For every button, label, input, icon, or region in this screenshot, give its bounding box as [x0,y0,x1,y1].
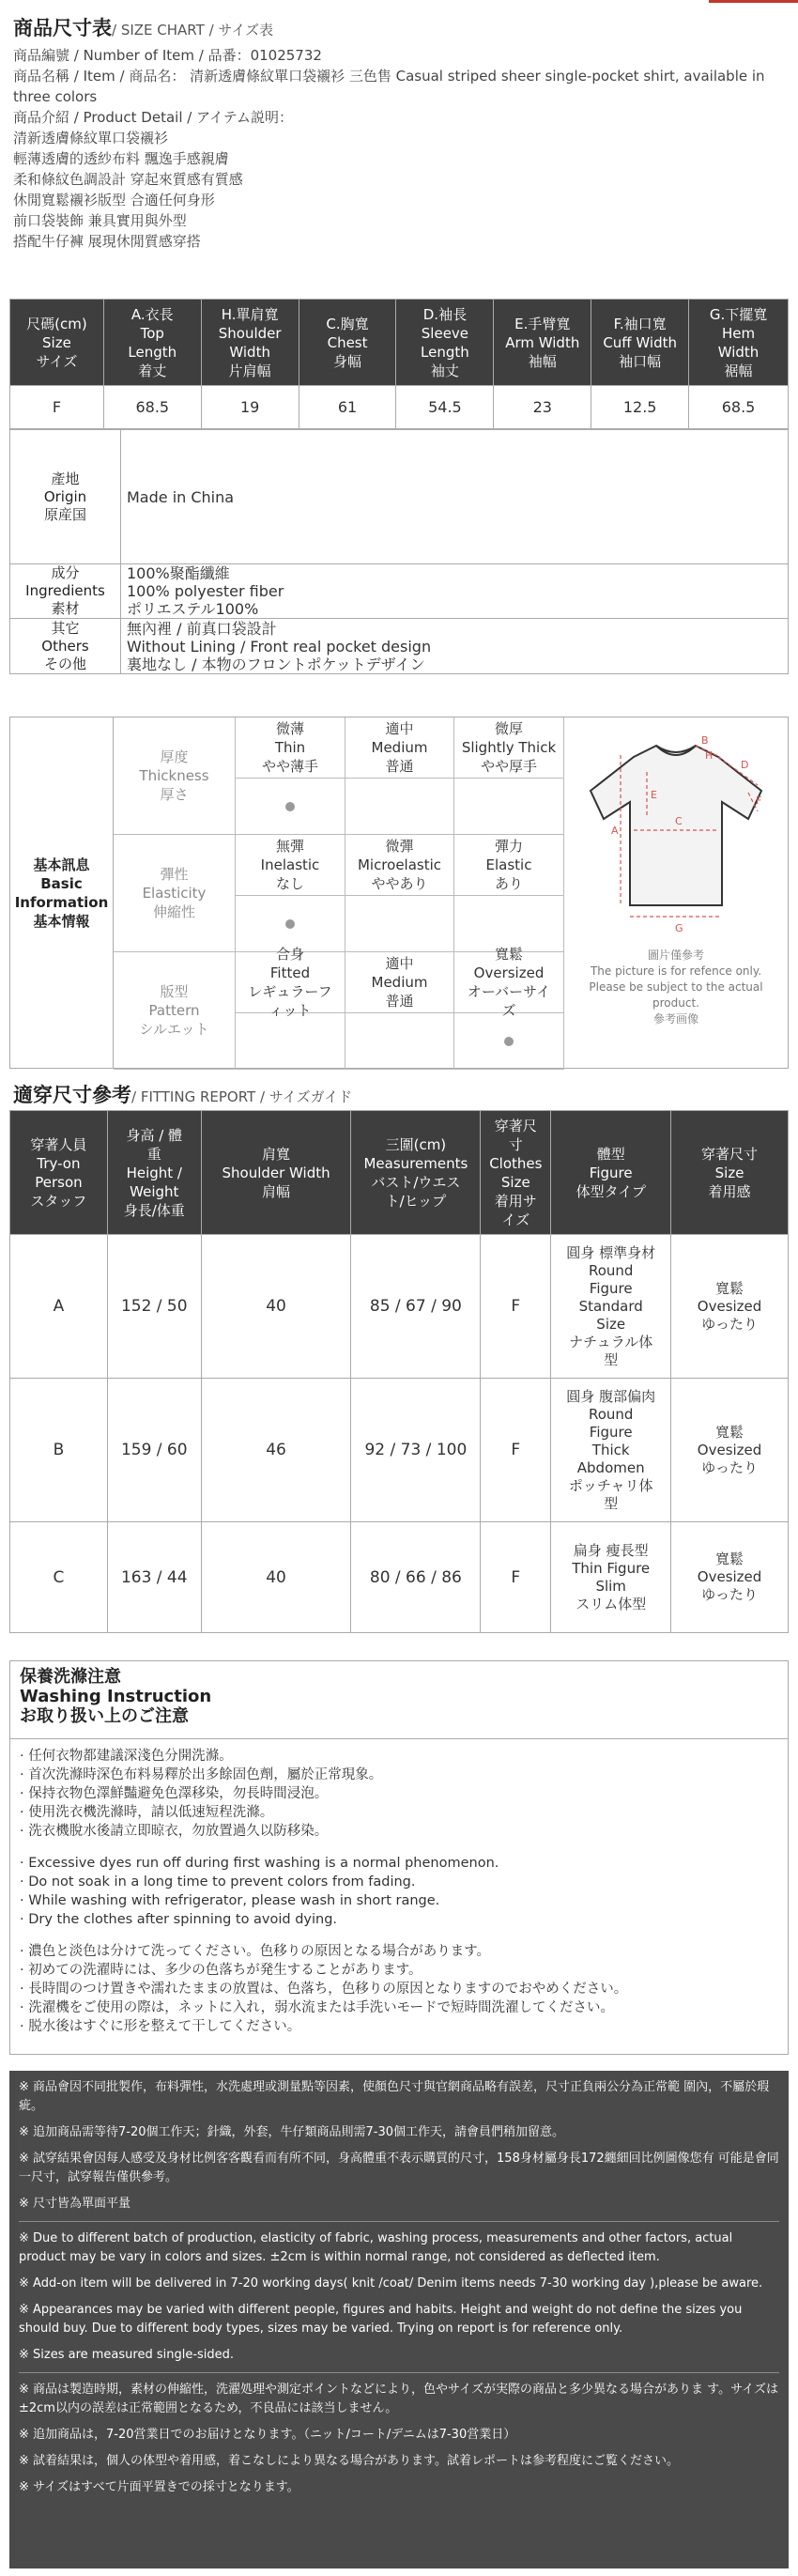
size-header-cell [689,300,789,386]
attribute-option-line: 普通 [385,993,414,1010]
size-header-line: A.衣長 [130,305,174,323]
washing-body [10,1739,788,2044]
fitting-feel-line: 寬鬆 [715,1423,744,1441]
attribute-option-cell [345,717,454,779]
washing-gap [20,1929,778,1942]
page-subtitle: / SIZE CHART / サイズ表 [112,22,274,39]
attribute-name-line: 彈性 [160,866,189,883]
fitting-feel-line: Ovesized [697,1441,762,1458]
meta-value-line: 裏地なし / 本物のフロントポケットデザイン [127,655,425,673]
washing-line: · 使用洗衣機洗滌時，請以低速短程洗滌。 [20,1805,274,1820]
top-accent-bar [709,0,798,3]
fitting-figure-cell [551,1235,671,1379]
meta-value-line: Without Lining / Front real pocket design [127,637,432,656]
fitting-feel-line: ゆったり [701,1315,758,1333]
meta-value-line: 100%聚酯纖維 [127,564,230,582]
product-info-line: 清新透膚條紋單口袋襯衫 [13,130,169,147]
attribute-name-line: 厚度 [160,748,189,765]
fitting-figure-cell [551,1379,671,1522]
product-info-line: 柔和條紋色調設計 穿起來質感有質感 [13,171,243,188]
attribute-option-line: 合身 [275,946,304,963]
attribute-select-cell [454,1013,564,1070]
size-header-line: 袖幅 [528,352,557,370]
size-header-line: 袖丈 [430,362,459,379]
attribute-option-line: Medium [371,974,428,991]
basic-label-line: 基本訊息 [33,856,90,873]
fitting-row [10,1235,789,1379]
note-line: ※ Sizes are measured single-sided. [19,2348,235,2362]
size-header-line: Chest [327,333,368,351]
fitting-figure-line: ナチュラル体 [569,1333,653,1350]
fitting-figure-line: 型 [604,1350,619,1368]
product-info-line: 搭配牛仔褲 展現休閒質感穿搭 [13,233,201,250]
meta-label-line: 素材 [51,600,80,617]
product-info [13,45,783,252]
fitting-feel-cell [671,1235,789,1379]
others-row [10,619,788,673]
fitting-header-cell [671,1111,789,1235]
size-value-cell: 68.5 [103,386,201,429]
washing-line: · 脱水後はすぐに形を整えて干してください。 [20,2019,301,2034]
size-header-line: Arm Width [505,333,580,351]
fitting-size-cell: F [481,1379,551,1522]
fitting-figure-line: ポッチャリ体 [568,1476,653,1494]
diagram-letter: C [675,815,683,827]
meta-label-line: 其它 [51,619,80,637]
fitting-header-line: Clothes [489,1154,543,1172]
fitting-meas-cell: 80 / 66 / 86 [351,1522,481,1633]
fitting-feel-line: ゆったり [701,1458,758,1476]
meta-label-line: その他 [43,655,86,672]
fitting-header-line: バスト/ウエス [371,1173,461,1191]
attribute-option-cell [236,835,345,896]
attribute-option-line: ややあり [371,875,428,892]
fitting-meas-cell: 85 / 67 / 90 [351,1235,481,1379]
size-header-line: Sleeve [421,324,469,342]
fitting-header-line: スタッフ [30,1192,87,1210]
size-header-line: H.單肩寬 [221,305,279,323]
size-value-cell: 12.5 [591,386,689,429]
size-value-cell: 23 [494,386,591,429]
fitting-figure-line: Figure [589,1279,633,1297]
fitting-header-line: Figure [589,1164,633,1181]
washing-gap [20,1841,778,1854]
size-value-cell: 61 [299,386,396,429]
attribute-select-cell [345,779,454,835]
size-header-line: Width [717,343,760,361]
size-value-cell: 19 [201,386,299,429]
selected-dot-icon [285,919,295,929]
size-header-line: サイズ [36,352,78,370]
diagram-caption-line: 圖片僅參考 [647,949,704,962]
attribute-name-line: 厚さ [160,786,189,803]
fitting-figure-line: Standard [578,1297,643,1315]
attribute-option-line: 適中 [385,955,414,972]
selected-dot-icon [504,1037,514,1046]
size-chart-heading [13,13,273,41]
fitting-figure-line: Figure [589,1423,633,1441]
washing-line: · 首次洗滌時深色布料易釋於出多餘固色劑，屬於正常現象。 [20,1767,383,1782]
attribute-select-cell [236,779,345,835]
fitting-shoulder-cell: 46 [201,1379,351,1522]
fitting-header-line: 穿著尺 [494,1117,537,1134]
product-info-line: 輕薄透膚的透紗布料 飄逸手感親膚 [13,150,229,167]
ingredients-label [10,564,121,618]
origin-label [10,430,121,563]
attribute-name-line: シルエット [139,1021,209,1038]
size-header-line: Hem [721,324,756,342]
ingredients-row [10,564,788,619]
attribute-name-line: 伸縮性 [152,903,195,920]
fitting-figure-line: 扁身 瘦長型 [573,1541,649,1559]
note-line: ※ サイズはすべて片面平置きでの採寸となります。 [19,2480,299,2494]
diagram-caption-line: product. [652,996,699,1010]
fitting-header-cell [107,1111,201,1235]
size-header-line: E.手臂寬 [514,315,571,332]
size-header-line: 身幅 [333,352,362,370]
attribute-option-cell [454,717,564,779]
size-header-line: Cuff Width [603,333,677,351]
size-table [9,299,789,429]
meta-value-line: 100% polyester fiber [127,582,284,600]
fitting-figure-line: Thick [591,1441,630,1458]
note-line: ※ Appearances may be varied with different people, figures and habits. Height and weight do not define the sizes you should buy. Due to different body types, sizes may be varied. Trying on report is for reference only. [19,2303,743,2336]
washing-line: · Dry the clothes after spinning to avoid dying. [20,1912,338,1927]
fitting-title: 適穿尺寸參考 [13,1084,131,1106]
washing-title-line: お取り扱い上のご注意 [20,1706,189,1726]
notes-divider [19,2372,779,2373]
meta-table [9,429,789,674]
fitting-header-line: 體型 [596,1145,625,1163]
fitting-header-line: 着用サ [494,1192,537,1210]
size-header-cell [494,300,591,386]
diagram-caption-line: 參考画像 [652,1012,698,1026]
attribute-option-line: ィット [269,1002,312,1019]
fitting-feel-line: Ovesized [697,1297,762,1315]
fitting-heading [13,1080,352,1108]
fitting-header-line: 体型タイプ [575,1182,646,1200]
attribute-select-cell [345,896,454,952]
attribute-name-cell [114,835,236,952]
meta-label-line: Others [41,637,89,655]
fitting-header-line: Person [35,1173,83,1191]
fitting-feel-cell [671,1379,789,1522]
note-line: ※ 追加商品は，7-20営業日でのお届けとなります。（ニット/コート/デニムは7-30営業日） [19,2428,516,2442]
attribute-option-line: 微彈 [385,838,414,855]
meta-value-line: ポリエステル100% [127,600,259,618]
attribute-select-cell [345,1013,454,1070]
fitting-figure-line: Abdomen [576,1458,645,1476]
attribute-option-line: なし [275,875,304,892]
fitting-header-line: イズ [501,1211,530,1228]
size-header-cell [396,300,494,386]
attribute-option-line: 寬鬆 [494,946,523,963]
fitting-header-line: Size [500,1173,530,1191]
attribute-option-line: Slightly Thick [461,739,557,756]
diagram-letter: A [611,825,619,837]
size-header-line: 裾幅 [724,362,753,379]
size-header-line: Top [140,324,164,342]
attribute-option-line: Oversized [473,964,545,981]
fitting-figure-line: 圓身 腹部偏肉 [566,1387,656,1405]
size-header-cell [591,300,689,386]
fitting-figure-cell [551,1522,671,1633]
notes-panel [9,2071,789,2568]
attribute-name-line: 版型 [160,983,189,1000]
fitting-figure-line: Thin Figure [572,1559,651,1577]
attribute-select-cell [454,779,564,835]
size-header-line: F.袖口寬 [613,315,667,332]
notes-divider [19,2221,779,2222]
washing-line: · 保持衣物色澤鮮豔避免色澤移染，勿長時間浸泡。 [20,1786,329,1801]
diagram-letter: E [651,789,657,801]
fitting-figure-line: Size [596,1315,626,1333]
size-value-cell: F [10,386,104,429]
size-header-line: 尺碼(cm) [26,315,87,332]
fitting-header-line: 寸 [508,1135,523,1153]
basic-info-panel [9,717,789,1069]
product-info-line: 前口袋裝飾 兼具實用與外型 [13,212,187,229]
fitting-header-line: Weight [130,1182,179,1200]
fitting-shoulder-cell: 40 [201,1522,351,1633]
size-header-line: Length [421,343,469,361]
fitting-header-cell [201,1111,351,1235]
diagram-letter: D [741,759,749,771]
fitting-header-cell [351,1111,481,1235]
fitting-feel-line: 寬鬆 [715,1279,744,1297]
size-value-cell: 68.5 [689,386,789,429]
washing-line: · 長時間のつけ置きや濡れたままの放置は、色落ち，色移りの原因となりますのでおやめください。 [20,1982,628,1997]
attribute-name-cell [114,717,236,835]
shirt-diagram-icon [564,717,788,943]
attribute-option-line: Medium [371,739,428,756]
fitting-figure-line: スリム体型 [575,1595,647,1612]
fitting-header-line: Size [714,1164,744,1181]
fitting-row [10,1379,789,1522]
attribute-option-line: Elastic [485,856,532,873]
attribute-option-line: やや薄手 [261,758,318,775]
fitting-header-line: 重 [146,1145,161,1163]
attribute-option-cell [236,717,345,779]
others-label [10,619,121,673]
attribute-option-line: オーバーサイ [467,983,551,1000]
size-header-line: Shoulder [218,324,282,342]
attribute-name-cell [114,952,236,1070]
size-header-line: 着丈 [138,362,167,379]
fitting-person-cell: B [10,1379,108,1522]
fitting-row [10,1522,789,1633]
fitting-figure-line: 圓身 標準身材 [566,1243,656,1261]
diagram-caption-line: The picture is for refence only. [590,964,762,978]
diagram-letter: F [756,794,762,807]
washing-line: · 任何衣物都建議深淺色分開洗滌。 [20,1749,233,1764]
fitting-figure-line: Round [588,1405,634,1423]
product-info-line: 商品名稱 / Item / 商品名： 清新透膚條紋單口袋襯衫 三色售 Casual striped sheer single-pocket shirt, available in three colors [13,68,765,105]
washing-title-line: 保養洗滌注意 [20,1667,121,1687]
fitting-meas-cell: 92 / 73 / 100 [351,1379,481,1522]
size-header-line: C.胸寬 [326,315,369,332]
meta-label-line: 原産国 [43,505,86,523]
fitting-feel-cell [671,1522,789,1633]
basic-info-label [10,717,114,1068]
attribute-name-line: Thickness [139,767,209,784]
attribute-option-cell [345,835,454,896]
fitting-figure-line: 型 [604,1494,619,1512]
attribute-option-line: 微厚 [494,720,523,737]
size-header-line: Length [128,343,177,361]
origin-value: Made in China [127,487,235,506]
attribute-option-line: Fitted [269,964,311,981]
attribute-option-line: あり [494,875,523,892]
size-header-line: D.袖長 [422,305,468,323]
fitting-header-line: 三圍(cm) [385,1135,447,1153]
fitting-hw-cell: 152 / 50 [107,1235,201,1379]
fitting-table [9,1110,789,1633]
attribute-select-cell [236,896,345,952]
fitting-figure-line: Round [588,1261,634,1279]
note-line: ※ 商品會因不同批製作，布料彈性，水洗處理或測量點等因素，使顏色尺寸與官網商品略有誤差，尺寸正負兩公分為正常範 圍內，不屬於瑕疵。 [19,2080,770,2113]
meta-label-line: Origin [43,487,87,505]
fitting-header-line: Height / [126,1164,182,1181]
note-line: ※ 尺寸皆為單面平量 [19,2197,131,2211]
diagram-letter: H [705,749,714,762]
page-title: 商品尺寸表 [13,17,112,39]
product-info-line: 休閒寬鬆襯衫版型 合適任何身形 [13,192,215,208]
washing-instructions [9,1660,789,2055]
attribute-option-cell [454,835,564,896]
selected-dot-icon [285,802,295,811]
ingredients-value [121,564,289,618]
attribute-option-line: 適中 [385,720,414,737]
washing-line: · 洗衣機脫水後請立即晾衣，勿放置過久以防移染。 [20,1824,329,1839]
origin-row [10,430,788,564]
washing-line: · Excessive dyes run off during first washing is a normal phenomenon. [20,1856,499,1871]
fitting-hw-cell: 159 / 60 [107,1379,201,1522]
attribute-option-cell [236,946,345,1019]
fitting-feel-line: 寬鬆 [715,1550,744,1567]
fitting-hw-cell: 163 / 44 [107,1522,201,1633]
basic-label-line: 基本情報 [33,912,90,930]
diagram-caption [564,948,788,1027]
attribute-option-cell [454,946,564,1019]
washing-title [10,1661,788,1739]
note-line: ※ 試穿結果會因每人感受及身材比例客客觀看而有所不同，身高體重不表示購買的尺寸，158身材屬身長172纏細回比例圖像您有 可能是會同一尺寸，試穿報告僅供參考。 [19,2152,779,2184]
attribute-option-line: 普通 [385,758,414,775]
fitting-header-line: 着用感 [708,1182,751,1200]
note-line: ※ 商品は製造時期，素材の伸縮性，洗濯処理や測定ポイントなどにより，色やサイズが実際の商品と多少異なる場合がありま す。サイズは±2cm以内の誤差は正常範囲となるため，不良品には該当しません。 [19,2383,779,2415]
washing-title-line: Washing Instruction [20,1687,212,1706]
attribute-select-cell [236,1013,345,1070]
fitting-size-cell: F [481,1522,551,1633]
meta-value-line: 無內裡 / 前真口袋設計 [127,619,277,638]
size-header-line: 袖口幅 [619,352,662,370]
attribute-select-cell [454,896,564,952]
meta-label-line: 產地 [51,470,80,487]
washing-line: · 濃色と淡色は分けて洗ってください。色移りの原因となる場合があります。 [20,1944,491,1959]
meta-label-line: Ingredients [25,582,105,599]
basic-label-line: Basic [40,874,83,892]
diagram-letter: G [675,922,683,934]
fitting-header-cell [481,1111,551,1235]
fitting-subtitle: / FITTING REPORT / サイズガイド [131,1088,353,1105]
washing-line: · 洗濯機をご使用の際は，ネットに入れ，弱水流または手洗いモードで短時間洗濯してください。 [20,2000,615,2015]
fitting-header-line: Measurements [363,1154,468,1172]
product-info-line: 商品介紹 / Product Detail / アイテム説明： [13,109,293,126]
diagram-letter: B [701,734,709,747]
attribute-option-line: やや厚手 [480,758,537,775]
size-value-cell: 54.5 [396,386,494,429]
fitting-feel-line: Ovesized [697,1568,762,1585]
note-line: ※ Add-on item will be delivered in 7-20 working days( knit /coat/ Denim items needs 7-30 working day ),please be aware. [19,2276,763,2291]
fitting-header-line: 身長/体重 [123,1201,185,1219]
fitting-header-line: 肩幅 [262,1182,291,1200]
fitting-person-cell: C [10,1522,108,1633]
attribute-option-line: Microelastic [357,856,442,873]
size-header-line: Size [42,333,71,351]
attribute-name-line: Elasticity [142,885,207,902]
size-header-line: 片肩幅 [228,362,271,379]
washing-line: · While washing with refrigerator, please wash in short range. [20,1893,440,1908]
fitting-shoulder-cell: 40 [201,1235,351,1379]
attribute-option-line: Thin [274,739,306,756]
size-header-cell [10,300,104,386]
fitting-header-line: 穿著尺寸 [701,1145,759,1163]
attribute-option-line: 無彈 [275,838,304,855]
garment-diagram [564,717,788,1068]
meta-label-line: 成分 [51,564,80,581]
fitting-header-line: 穿著人員 [30,1135,87,1153]
note-line: ※ 追加商品需等待7-20個工作天；針織，外套，牛仔類商品則需7-30個工作天，請會員們稍加留意。 [19,2125,565,2139]
product-info-line: 商品編號 / Number of Item / 品番：01025732 [13,47,322,64]
washing-line: · Do not soak in a long time to prevent colors from fading. [20,1874,416,1890]
fitting-header-cell [551,1111,671,1235]
attribute-option-line: 微薄 [275,720,304,737]
fitting-header-line: Try-on [37,1154,81,1172]
fitting-header-line: ト/ヒップ [385,1192,447,1210]
fitting-header-line: 身高 / 體 [126,1126,183,1144]
fitting-header-line: Shoulder Width [222,1164,330,1181]
attribute-option-line: 彈力 [494,838,523,855]
basic-label-line: Information [14,893,109,911]
note-line: ※ Due to different batch of production, elasticity of fabric, washing process, measurements and other factors, actual product may be vary in colors and sizes. ±2cm is within normal range, not considered as deflected item. [19,2231,733,2264]
attribute-option-line: ズ [501,1002,516,1019]
washing-line: · 初めての洗濯時には、多少の色落ちが発生することがあります。 [20,1963,422,1978]
attribute-option-line: レギュラーフ [248,983,332,1000]
attribute-name-line: Pattern [148,1002,200,1019]
size-header-cell [299,300,396,386]
fitting-feel-line: ゆったり [701,1586,758,1603]
size-header-line: Width [229,343,270,361]
fitting-person-cell: A [10,1235,108,1379]
fitting-size-cell: F [481,1235,551,1379]
fitting-figure-line: Slim [595,1577,626,1595]
fitting-header-cell [10,1111,108,1235]
note-line: ※ 試着結果は，個人の体型や着用感，着こなしにより異なる場合があります。試着レポートは参考程度にご覧ください。 [19,2454,679,2468]
attribute-option-line: Inelastic [260,856,320,873]
fitting-header-line: 肩寬 [262,1145,291,1163]
size-header-line: G.下擺寬 [709,305,768,323]
attribute-option-cell [345,952,454,1013]
others-value [121,619,437,673]
size-header-cell [201,300,299,386]
diagram-caption-line: Please be subject to the actual [589,980,763,994]
size-header-cell [103,300,201,386]
